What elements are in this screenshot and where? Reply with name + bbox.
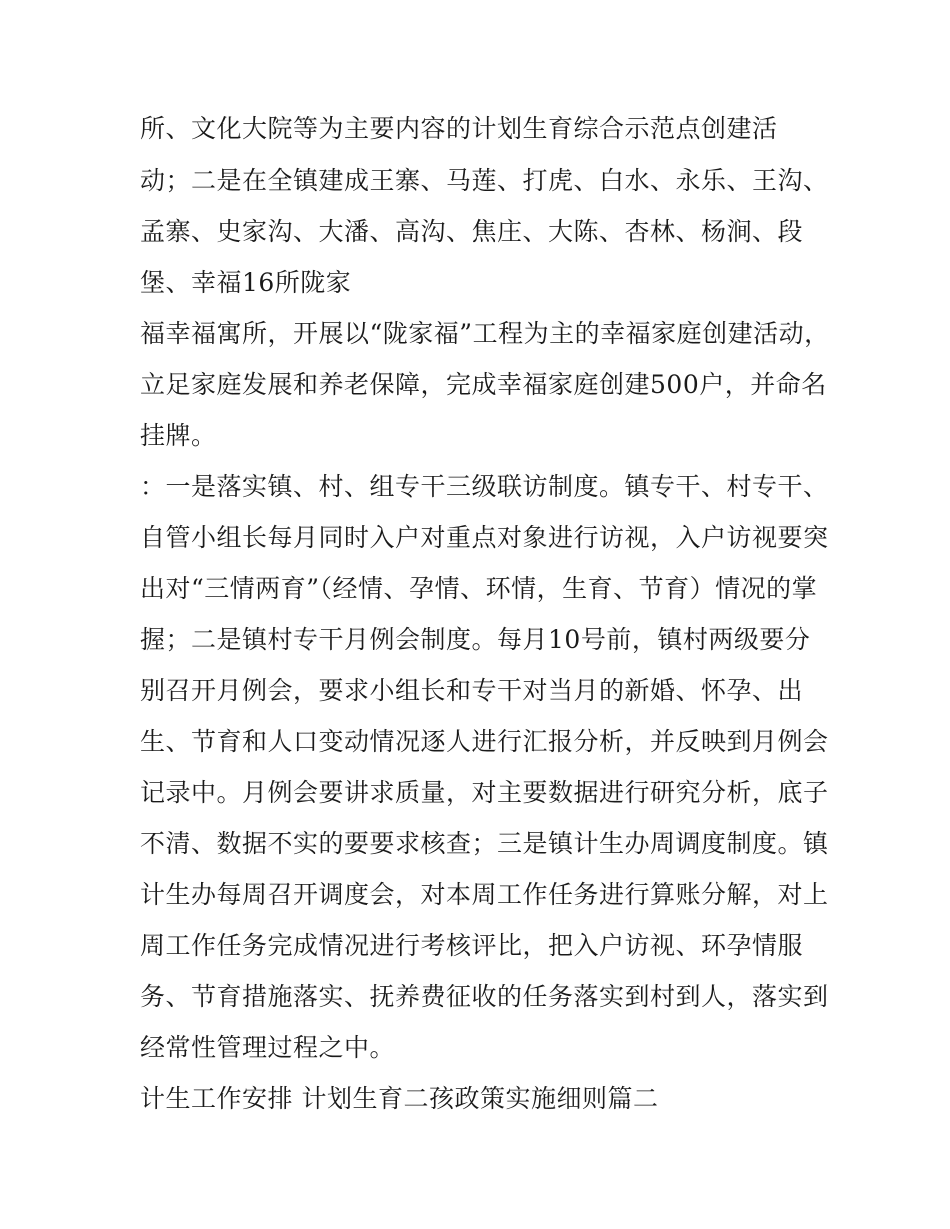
text-line: 生、节育和人口变动情况逐人进行汇报分析，并反映到月例会: [140, 727, 829, 756]
text-line: 握；二是镇村专干月例会制度。每月10号前，镇村两级要分: [140, 625, 811, 654]
text-line: 立足家庭发展和养老保障，完成幸福家庭创建500户，并命名: [140, 370, 827, 399]
text-line: 别召开月例会，要求小组长和专干对当月的新婚、怀孕、出: [140, 676, 804, 705]
text-line: 经常性管理过程之中。: [140, 1033, 396, 1062]
section-heading: 计生工作安排 计划生育二孩政策实施细则篇二: [140, 1084, 659, 1113]
text-line: 所、文化大院等为主要内容的计划生育综合示范点创建活: [140, 114, 778, 143]
text-line: 不清、数据不实的要要求核查；三是镇计生办周调度制度。镇: [140, 829, 829, 858]
text-line: 出对“三情两育”（经情、孕情、环情，生育、节育）情况的掌: [140, 574, 818, 603]
text-line: 堡、幸福16所陇家: [140, 268, 352, 297]
text-line: 计生办每周召开调度会，对本周工作任务进行算账分解，对上: [140, 880, 829, 909]
text-line: 记录中。月例会要讲求质量，对主要数据进行研究分析，底子: [140, 778, 829, 807]
text-line: 动；二是在全镇建成王寨、马莲、打虎、白水、永乐、王沟、: [140, 166, 829, 195]
text-line: ：一是落实镇、村、组专干三级联访制度。镇专干、村专干、: [140, 472, 829, 501]
text-line: 挂牌。: [140, 421, 217, 450]
text-line: 务、节育措施落实、抚养费征收的任务落实到村到人，落实到: [140, 982, 829, 1011]
text-line: 自管小组长每月同时入户对重点对象进行访视，入户访视要突: [140, 523, 829, 552]
text-line: 福幸福寓所，开展以“陇家福”工程为主的幸福家庭创建活动，: [140, 319, 830, 348]
text-line: 周工作任务完成情况进行考核评比，把入户访视、环孕情服: [140, 931, 804, 960]
text-line: 孟寨、史家沟、大潘、高沟、焦庄、大陈、杏林、杨涧、段: [140, 217, 804, 246]
